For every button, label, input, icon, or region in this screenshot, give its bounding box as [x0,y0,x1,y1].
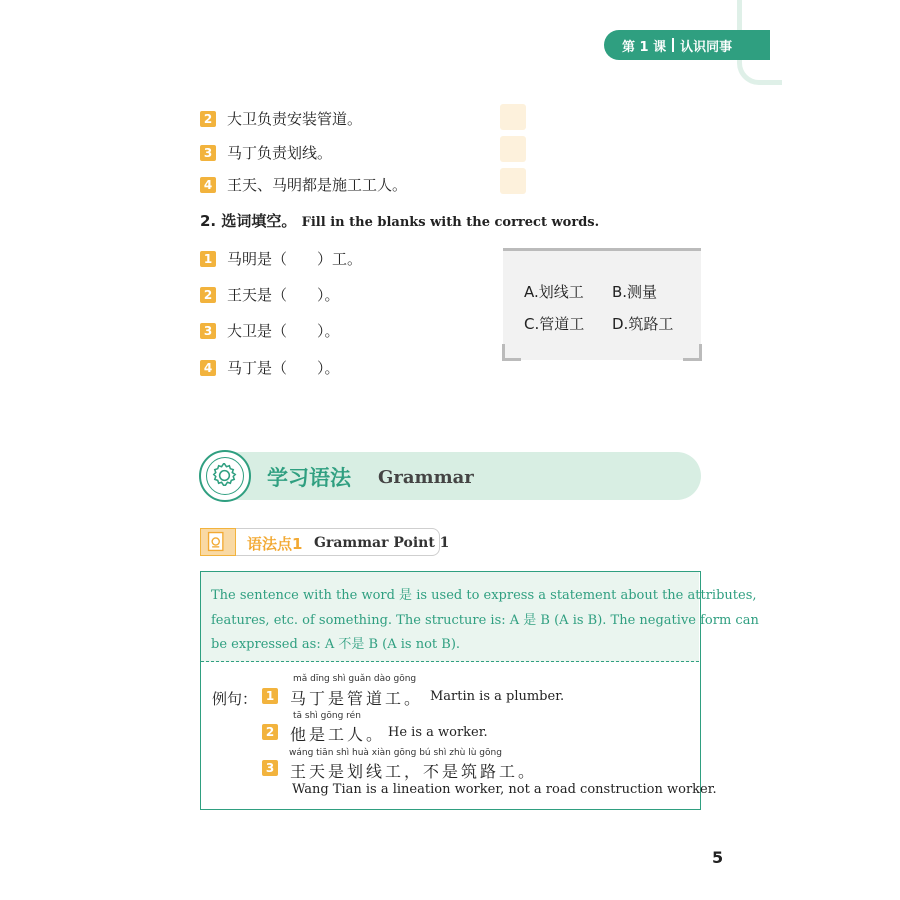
document-icon [201,529,234,554]
word-bank-option: A.划线工 [524,283,584,301]
ex1-item-text: 王天、马明都是施工工人。 [227,176,408,194]
example-label: 例句： [212,690,258,708]
grammar-title-cn: 学习语法 [267,466,351,490]
ex2-item-text: 王天是（ ）。 [227,286,340,304]
ex1-item-text: 马丁负责划线。 [227,144,333,162]
example-pinyin: wáng tiān shì huà xiàn gōng bú shì zhù lù gōng [289,748,502,758]
example-number-badge: 1 [262,688,278,704]
header-separator [672,38,674,52]
word-bank-option: C.管道工 [524,315,585,333]
grammar-point-icon-box [200,528,236,556]
description-line: The sentence with the word 是 is used to express a statement about the attributes, [211,588,757,603]
page-number: 5 [712,848,724,867]
word-bank-option: D.筑路工 [612,315,674,333]
example-english: He is a worker. [388,725,488,740]
lesson-title: 认识同事 [680,39,733,55]
grammar-icon-badge [199,450,251,502]
example-chinese: 王天是划线工，不是筑路工。 [290,762,538,781]
ex2-item [200,284,340,305]
grammar-description [201,572,759,662]
item-number-badge: 2 [200,287,216,303]
ex2-item [200,320,340,341]
description-line: be expressed as: A 不是 B (A is not B). [211,637,461,652]
example-chinese: 马丁是管道工。 [290,689,424,708]
exercise2-number: 2. [200,212,217,230]
ex1-item [200,174,407,195]
lesson-header-tab [604,30,770,60]
word-bank-option: B.测量 [612,283,658,301]
exercise2-title [200,210,599,231]
exercise2-title-cn: 选词填空。 [221,212,297,230]
ex1-item [200,108,362,129]
ex1-item [200,142,332,163]
example-pinyin: mǎ dīng shì guǎn dào gōng [293,674,417,684]
item-number-badge: 2 [200,111,216,127]
example-english: Wang Tian is a lineation worker, not a road construction worker. [292,782,717,797]
ex2-item-text: 马明是（ ）工。 [227,250,363,268]
gear-icon [207,458,242,493]
answer-box[interactable] [500,136,526,162]
item-number-badge: 3 [200,323,216,339]
exercise2-title-en: Fill in the blanks with the correct words. [301,215,600,230]
ex2-item [200,357,340,378]
grammar-point-cn: 语法点1 [247,535,303,553]
lesson-number: 第 1 课 [622,39,667,55]
item-number-badge: 3 [200,145,216,161]
description-line: features, etc. of something. The structure is: A 是 B (A is B). The negative form can [211,613,759,628]
item-number-badge: 4 [200,177,216,193]
word-bank [503,248,701,360]
ex2-item-text: 马丁是（ ）。 [227,359,340,377]
example-number-badge: 2 [262,724,278,740]
item-number-badge: 1 [200,251,216,267]
grammar-icon-ring [206,457,244,495]
ex2-item [200,248,362,269]
ex2-item-text: 大卫是（ ）。 [227,322,340,340]
ex1-item-text: 大卫负责安装管道。 [227,110,363,128]
example-chinese: 他是工人。 [290,725,386,744]
answer-box[interactable] [500,168,526,194]
example-english: Martin is a plumber. [430,689,565,704]
example-number-badge: 3 [262,760,278,776]
grammar-point-en: Grammar Point 1 [314,535,450,551]
answer-box[interactable] [500,104,526,130]
item-number-badge: 4 [200,360,216,376]
grammar-title-en: Grammar [378,467,474,488]
example-pinyin: tā shì gōng rén [293,711,361,721]
